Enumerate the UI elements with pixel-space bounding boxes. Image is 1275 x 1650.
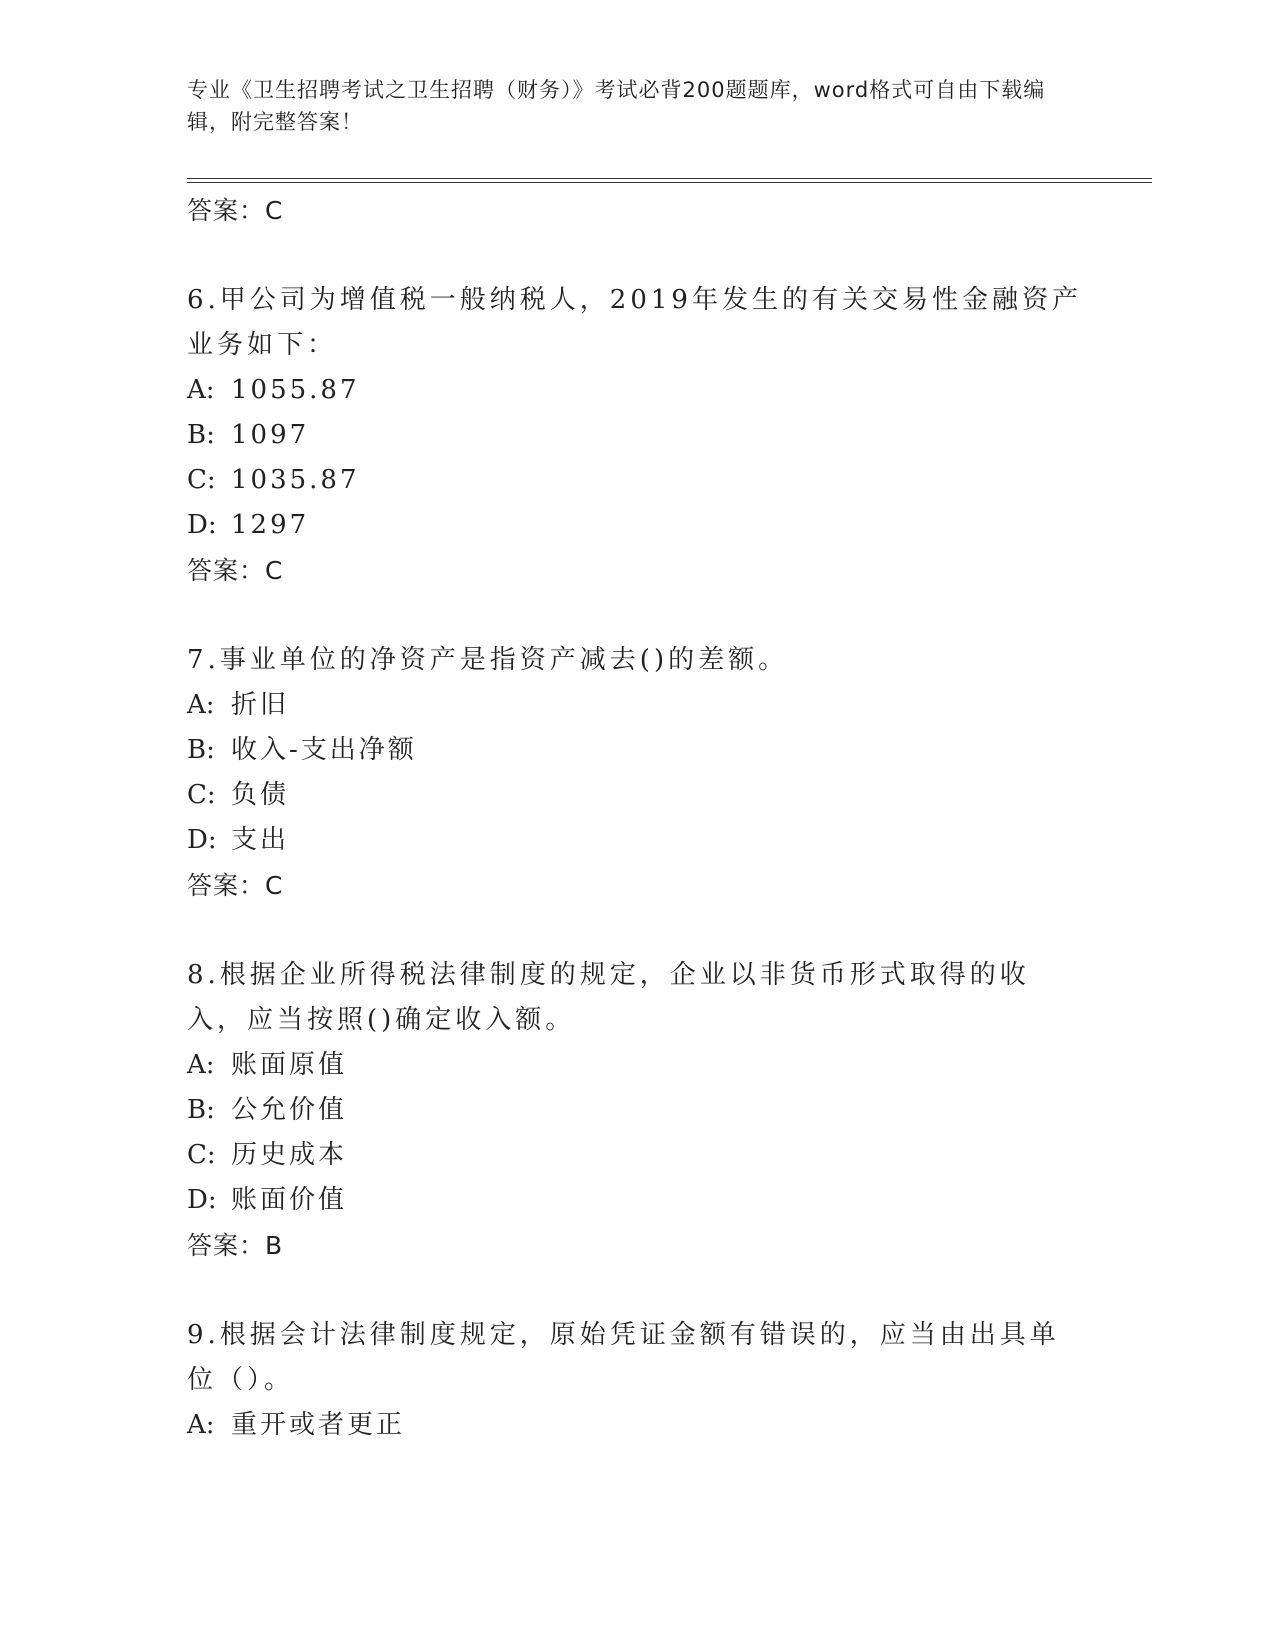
option-text: 负债 <box>231 780 290 810</box>
option-a <box>187 1043 1087 1088</box>
option-b <box>187 413 1087 458</box>
option-letter: C: <box>187 780 216 810</box>
option-letter: A: <box>187 1410 215 1440</box>
option-letter: D: <box>187 510 217 540</box>
option-letter: A: <box>187 690 215 720</box>
question-text: 6.甲公司为增值税一般纳税人，2019年发生的有关交易性金融资产业务如下： <box>187 285 1082 360</box>
question-8 <box>187 953 1087 1269</box>
option-d <box>187 503 1087 548</box>
option-a <box>187 1403 1087 1448</box>
question-9 <box>187 1313 1087 1448</box>
option-letter: C: <box>187 465 216 495</box>
answer-line: 答案：B <box>187 1231 284 1260</box>
option-letter: D: <box>187 825 217 855</box>
option-text: 1055.87 <box>231 375 360 405</box>
answer-line: 答案：C <box>187 871 284 900</box>
option-text: 账面原值 <box>231 1050 348 1080</box>
option-text: 收入-支出净额 <box>231 735 417 765</box>
option-letter: A: <box>187 1050 215 1080</box>
spacer <box>187 1269 1087 1313</box>
question-text: 7.事业单位的净资产是指资产减去()的差额。 <box>187 645 789 675</box>
option-b <box>187 1088 1087 1133</box>
option-text: 公允价值 <box>231 1095 348 1125</box>
option-b <box>187 728 1087 773</box>
option-letter: A: <box>187 375 215 405</box>
option-letter: B: <box>187 420 215 450</box>
option-text: 1297 <box>231 510 310 540</box>
option-c <box>187 458 1087 503</box>
option-d <box>187 1178 1087 1223</box>
document-content <box>187 188 1087 1448</box>
question-text: 9.根据会计法律制度规定，原始凭证金额有错误的，应当由出具单位（）。 <box>187 1320 1060 1395</box>
spacer <box>187 909 1087 953</box>
option-letter: B: <box>187 1095 215 1125</box>
option-text: 支出 <box>231 825 290 855</box>
option-text: 折旧 <box>231 690 290 720</box>
option-text: 重开或者更正 <box>231 1410 406 1440</box>
spacer <box>187 594 1087 638</box>
spacer <box>187 234 1087 278</box>
option-a <box>187 368 1087 413</box>
option-letter: C: <box>187 1140 216 1170</box>
answer-line: 答案：C <box>187 196 284 225</box>
question-6 <box>187 278 1087 594</box>
option-c <box>187 1133 1087 1178</box>
header-rule <box>187 178 1152 179</box>
option-text: 1035.87 <box>231 465 360 495</box>
page-header: 专业《卫生招聘考试之卫生招聘（财务）》考试必背200题题库，word格式可自由下载编辑，附完整答案！ <box>187 78 1046 134</box>
option-letter: D: <box>187 1185 217 1215</box>
answer-line: 答案：C <box>187 556 284 585</box>
option-text: 历史成本 <box>231 1140 348 1170</box>
option-letter: B: <box>187 735 215 765</box>
question-text: 8.根据企业所得税法律制度的规定，企业以非货币形式取得的收入，应当按照()确定收入额。 <box>187 960 1030 1035</box>
option-d <box>187 818 1087 863</box>
question-7 <box>187 638 1087 909</box>
option-text: 账面价值 <box>231 1185 348 1215</box>
option-a <box>187 683 1087 728</box>
header-rule-double <box>187 182 1152 183</box>
option-c <box>187 773 1087 818</box>
option-text: 1097 <box>231 420 310 450</box>
